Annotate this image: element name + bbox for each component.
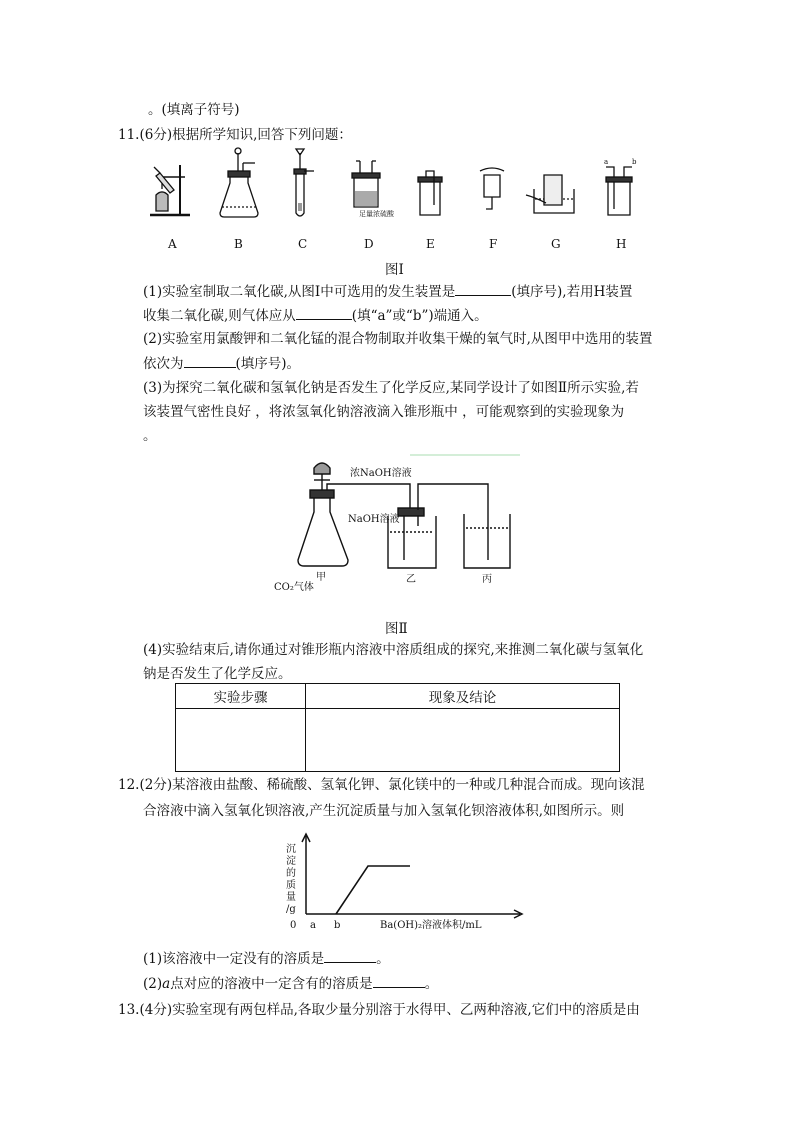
blank-2[interactable] [296,305,352,320]
label-f: F [489,237,498,251]
label-g: G [551,237,561,251]
label-h: H [616,237,627,251]
graph-xlabel: Ba(OH)₂溶液体积/mL [380,920,482,931]
apparatus-b-icon [220,148,258,217]
q11-part4-line1: (4)实验结束后,请你通过对锥形瓶内溶液中溶质组成的探究,来推测二氧化碳与氢氧化 [143,642,644,658]
q12-stem-line2: 合溶液中滴入氢氧化钡溶液,产生沉淀质量与加入氢氧化钡溶液体积,如图所示。则 [143,803,625,819]
q13-stem: 13.(4分)实验室现有两包样品,各取少量分别溶于水得甲、乙两种溶液,它们中的溶质是由 [118,1002,640,1018]
label-a: A [168,237,177,251]
svg-text:淀: 淀 [286,856,296,867]
svg-text:/g: /g [286,904,296,915]
label-c: C [298,237,308,251]
label-d: D [364,237,374,251]
table-header-steps: 实验步骤 [176,684,306,709]
q11-part3-line2: 该装置气密性良好 ，将浓氢氧化钠溶液滴入锥形瓶中 ，可能观察到的实验现象为 [143,404,625,420]
apparatus-e-icon [418,171,442,215]
label-naoh: NaOH溶液 [348,514,400,525]
figure2-caption: 图Ⅱ [385,621,408,637]
q11-part3-line3: 。 [143,428,157,444]
q12-stem-line1: 12.(2分)某溶液由盐酸、稀硫酸、氢氧化钾、氯化镁中的一种或几种混合而成。现向该混 [118,777,645,793]
q11-number: 11. [118,127,140,143]
apparatus-f-icon [480,168,504,209]
table-cell-conclusion[interactable] [306,709,620,772]
table-header-conclusion: 现象及结论 [306,684,620,709]
apparatus-d-icon [352,161,380,207]
label-conc-naoh: 浓NaOH溶液 [350,468,412,479]
graph-ylabel-1: 沉 [286,844,296,855]
apparatus-h-label-a: a [604,158,609,166]
q12-number: 12. [118,777,140,793]
apparatus-a-icon [150,165,190,215]
label-jia: 甲 [316,572,326,583]
figure1-caption: 图Ⅰ [385,262,404,278]
apparatus-h-icon [606,167,632,215]
figure2-apparatus [270,450,530,600]
apparatus-d-caption: 足量浓硫酸 [359,210,394,218]
q11-part1-line2: 收集二氧化碳,则气体应从 (填“a”或“b”)端通入。 [143,305,488,326]
label-e: E [426,237,435,251]
table-cell-steps[interactable] [176,709,306,772]
q11-part4-line2: 钠是否发生了化学反应。 [143,666,292,682]
blank-1[interactable] [455,281,511,296]
q12-part1: (1)该溶液中一定没有的溶质是 。 [143,948,390,969]
q11-stem-text: 根据所学知识,回答下列问题： [172,127,352,143]
q11-part1-line1: (1)实验室制取二氧化碳,从图Ⅰ中可选用的发生装置是 (填序号),若用H装置 [143,281,632,302]
q12-score: (2分) [139,777,173,793]
q12-graph [270,828,530,936]
label-b: B [234,237,243,251]
q11-part2-line1: (2)实验室用氯酸钾和二氧化锰的混合物制取并收集干燥的氧气时,从图甲中选用的装置 [143,331,653,347]
apparatus-g-icon [526,175,574,213]
graph-origin: 0 [290,920,297,931]
blank-3[interactable] [184,353,236,368]
label-yi: 乙 [406,574,416,585]
svg-text:质: 质 [286,880,296,891]
label-co2: CO₂气体 [274,582,314,593]
experiment-table [175,683,620,772]
blank-4[interactable] [324,948,376,963]
q11-score: (6分) [139,127,173,143]
q13-number: 13. [118,1002,140,1018]
q11-part2-line2: 依次为 (填序号)。 [143,353,300,374]
figure1-apparatus [130,145,660,260]
apparatus-h-label-b: b [632,158,637,166]
svg-text:的: 的 [286,868,296,879]
svg-text:量: 量 [286,892,296,903]
top-line: 。(填离子符号) [148,102,240,118]
blank-5[interactable] [373,973,425,988]
label-bing: 丙 [482,574,492,585]
q13-score: (4分) [139,1002,173,1018]
q12-part2: (2)a点对应的溶液中一定含有的溶质是 。 [143,973,438,994]
graph-tick-b: b [334,920,341,931]
graph-tick-a: a [310,920,316,931]
apparatus-c-icon [294,149,314,216]
q11-part3-line1: (3)为探究二氧化碳和氢氧化钠是否发生了化学反应,某同学设计了如图Ⅱ所示实验,若 [143,380,639,396]
q11-stem [118,125,352,145]
